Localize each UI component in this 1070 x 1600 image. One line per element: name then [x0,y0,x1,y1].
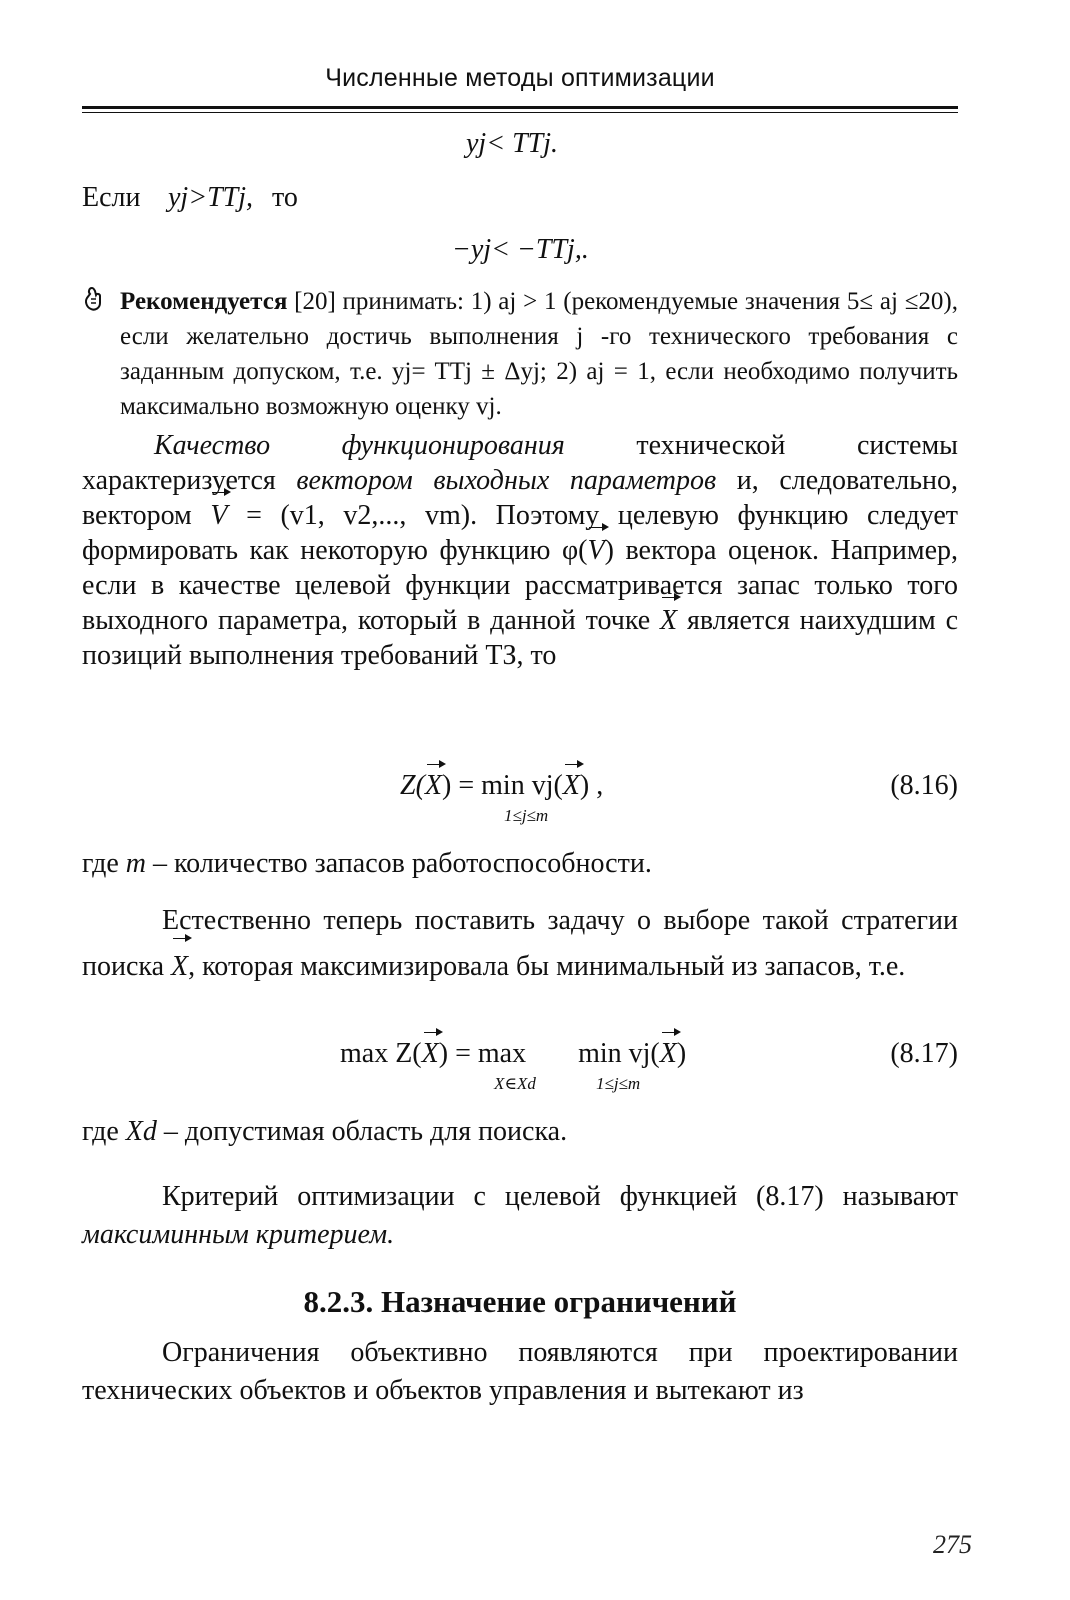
text-run: Естественно теперь поставить задачу о выборе такой стратегии поиска [82,905,958,982]
term-quality: Качество функционирования [154,430,565,461]
header-rule-thin [82,112,958,113]
header-rule-thick [82,106,958,109]
equation-8-17-subscript-min: 1≤j≤m [596,1074,641,1093]
text-run: ) вектора оценок. Например, если в качестве целевой функции рассматривается запас только того выходного параметра, который в данной точке [82,535,959,636]
paragraph-where-xd [82,1114,958,1149]
condition-then-word: то [272,182,298,213]
paragraph-quality [82,428,958,673]
eq-text: ) , [579,770,604,801]
condition-2: −yj< −TTj,. [452,234,589,265]
hand-pointer-icon [82,286,106,312]
symbol-xd: Xd [125,1116,157,1147]
page-number: 275 [933,1530,972,1559]
vector-x: X [421,1038,439,1069]
text-run: = (v1, v2,..., vm). Поэтому целевую функцию следует формировать как некоторую функцию φ( [82,500,958,566]
equation-8-17 [340,1038,686,1070]
vector-x: X [562,770,580,801]
eq-text: ) = min vj( [442,770,563,801]
equation-number-8-16: (8.16) [890,770,958,801]
text-run: технической системы характеризуется [82,430,958,496]
eq-text: ) [676,1038,687,1069]
condition-if-word: Если [82,182,141,213]
vector-x: X [660,605,678,636]
equation-8-16 [400,770,603,802]
vector-x: X [424,770,443,801]
condition-1: yj< TTj. [466,128,559,159]
text-run: и, следовательно, вектором [82,465,958,531]
text-run: , которая максимизировала бы минимальный из запасов, т.е. [188,951,906,982]
text-run: Ограничения объективно появляются при проектировании технических объектов и объектов управления и вытекают из [82,1337,958,1406]
note-text: [20] принимать: 1) aj > 1 (рекомендуемые значения 5≤ aj ≤20), если желательно достичь выполнения j -го технического требования с заданным допуском, т.е. yj= TTj ± Δyj; 2) aj = 1, если необходимо получить максимально возможную оценку vj. [120,288,958,420]
text-run: где [82,1116,126,1147]
text-run: – допустимая область для поиска. [156,1116,568,1147]
vector-v-arg: V [587,535,605,566]
section-heading: 8.2.3. Назначение ограничений [303,1284,737,1319]
equation-8-16-subscript: 1≤j≤m [504,806,549,825]
eq-text: ) = max [438,1038,527,1069]
eq-text: min vj( [578,1038,660,1069]
text-run: где [82,848,126,879]
running-header: Численные методы оптимизации [325,64,715,92]
eq-text: max Z( [340,1038,422,1069]
note-bold-lead: Рекомендуется [120,288,288,315]
symbol-m: m [125,848,146,879]
paragraph-constraints [82,1334,958,1410]
equation-8-17-subscript-max: X∈Xd [494,1074,536,1093]
paragraph-criterion [82,1178,958,1254]
text-run: Критерий оптимизации с целевой функцией (8.17) называют [162,1181,958,1212]
recommendation-note [82,284,958,424]
equation-number-8-17: (8.17) [890,1038,958,1069]
paragraph-strategy [82,898,958,990]
text-run: является наихудшим с позиций выполнения требований ТЗ, то [82,605,958,671]
term-output-vector: вектором выходных параметров [296,465,717,496]
vector-x: X [171,944,188,990]
vector-v: V [210,500,228,531]
eq-text: Z( [400,770,425,801]
text-run: – количество запасов работоспособности. [146,848,652,879]
term-maximin: максиминным критерием. [82,1219,395,1250]
paragraph-where-m [82,846,958,881]
condition-if-expression: yj>TTj, [168,182,254,213]
vector-x: X [659,1038,677,1069]
